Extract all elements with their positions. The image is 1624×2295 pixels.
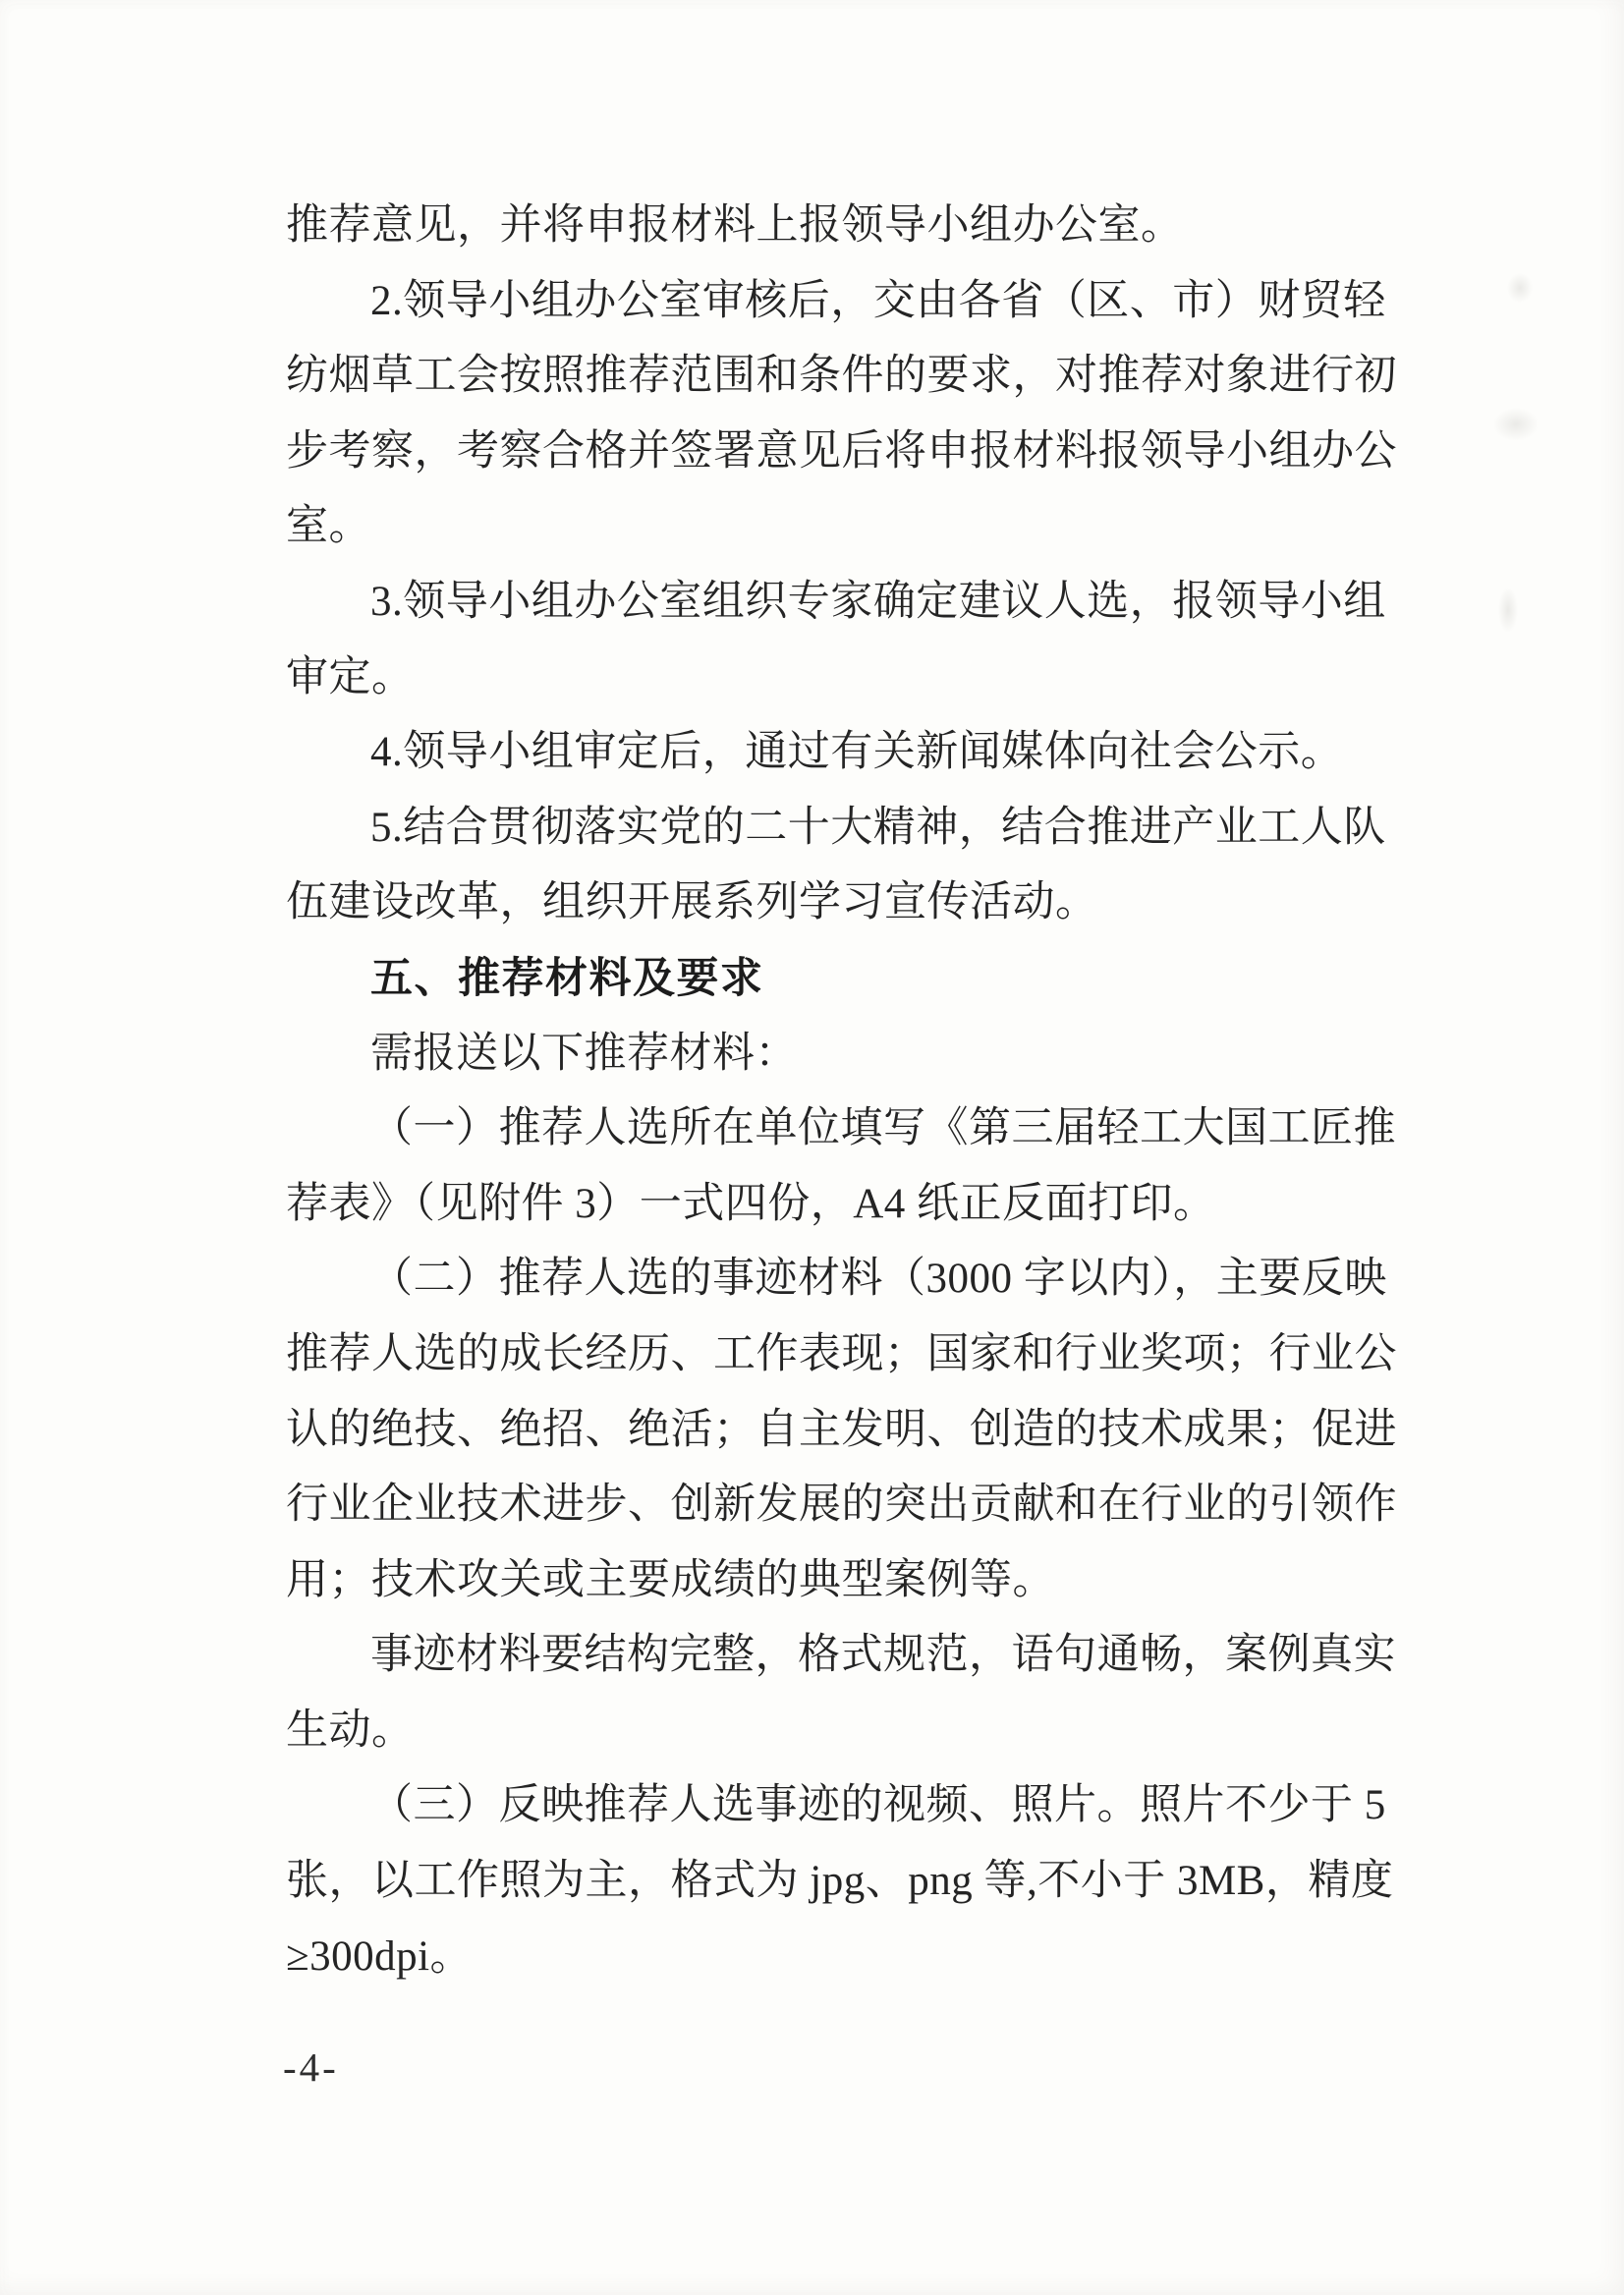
text-line: 用；技术攻关或主要成绩的典型案例等。	[286, 1556, 1055, 1603]
text-line: （二）推荐人选的事迹材料（3000 字以内），主要反映	[370, 1256, 1387, 1303]
text-line: 推荐人选的成长经历、工作表现；国家和行业奖项；行业公	[286, 1330, 1397, 1377]
scan-artifact	[1493, 408, 1539, 441]
scan-artifact	[1498, 588, 1518, 633]
section-heading: 五、推荐材料及要求	[370, 954, 764, 1002]
text-line: 审定。	[286, 653, 415, 700]
text-line: 张，以工作照为主，格式为 jpg、png 等,不小于 3MB，精度	[286, 1858, 1394, 1905]
text-line: 2.领导小组办公室审核后，交由各省（区、市）财贸轻	[370, 277, 1386, 324]
document-body	[286, 189, 1397, 1994]
text-line: 行业企业技术进步、创新发展的突出贡献和在行业的引领作	[286, 1482, 1397, 1529]
text-line: 荐表》（见附件 3）一式四份，A4 纸正反面打印。	[286, 1180, 1216, 1227]
text-line: 生动。	[286, 1707, 415, 1754]
text-line: 3.领导小组办公室组织专家确定建议人选，报领导小组	[370, 578, 1386, 625]
page-number: -4-	[283, 2044, 339, 2090]
text-line: ≥300dpi。	[286, 1932, 474, 1980]
scan-artifact	[1507, 273, 1533, 303]
text-line: 纺烟草工会按照推荐范围和条件的要求，对推荐对象进行初	[286, 353, 1397, 400]
text-line: 5.结合贯彻落实党的二十大精神，结合推进产业工人队	[370, 804, 1386, 851]
text-line: 事迹材料要结构完整，格式规范，语句通畅，案例真实	[370, 1632, 1396, 1679]
text-line: 推荐意见，并将申报材料上报领导小组办公室。	[286, 202, 1184, 249]
text-line: （一）推荐人选所在单位填写《第三届轻工大国工匠推	[370, 1105, 1396, 1152]
text-line: 室。	[286, 503, 371, 550]
text-line: 4.领导小组审定后，通过有关新闻媒体向社会公示。	[370, 729, 1344, 776]
text-line: 伍建设改革，组织开展系列学习宣传活动。	[286, 879, 1098, 926]
text-line: 认的绝技、绝招、绝活；自主发明、创造的技术成果；促进	[286, 1406, 1397, 1453]
text-line: 步考察，考察合格并签署意见后将申报材料报领导小组办公	[286, 427, 1397, 475]
text-line: （三）反映推荐人选事迹的视频、照片。照片不少于 5	[370, 1782, 1386, 1829]
text-line: 需报送以下推荐材料：	[370, 1030, 798, 1077]
